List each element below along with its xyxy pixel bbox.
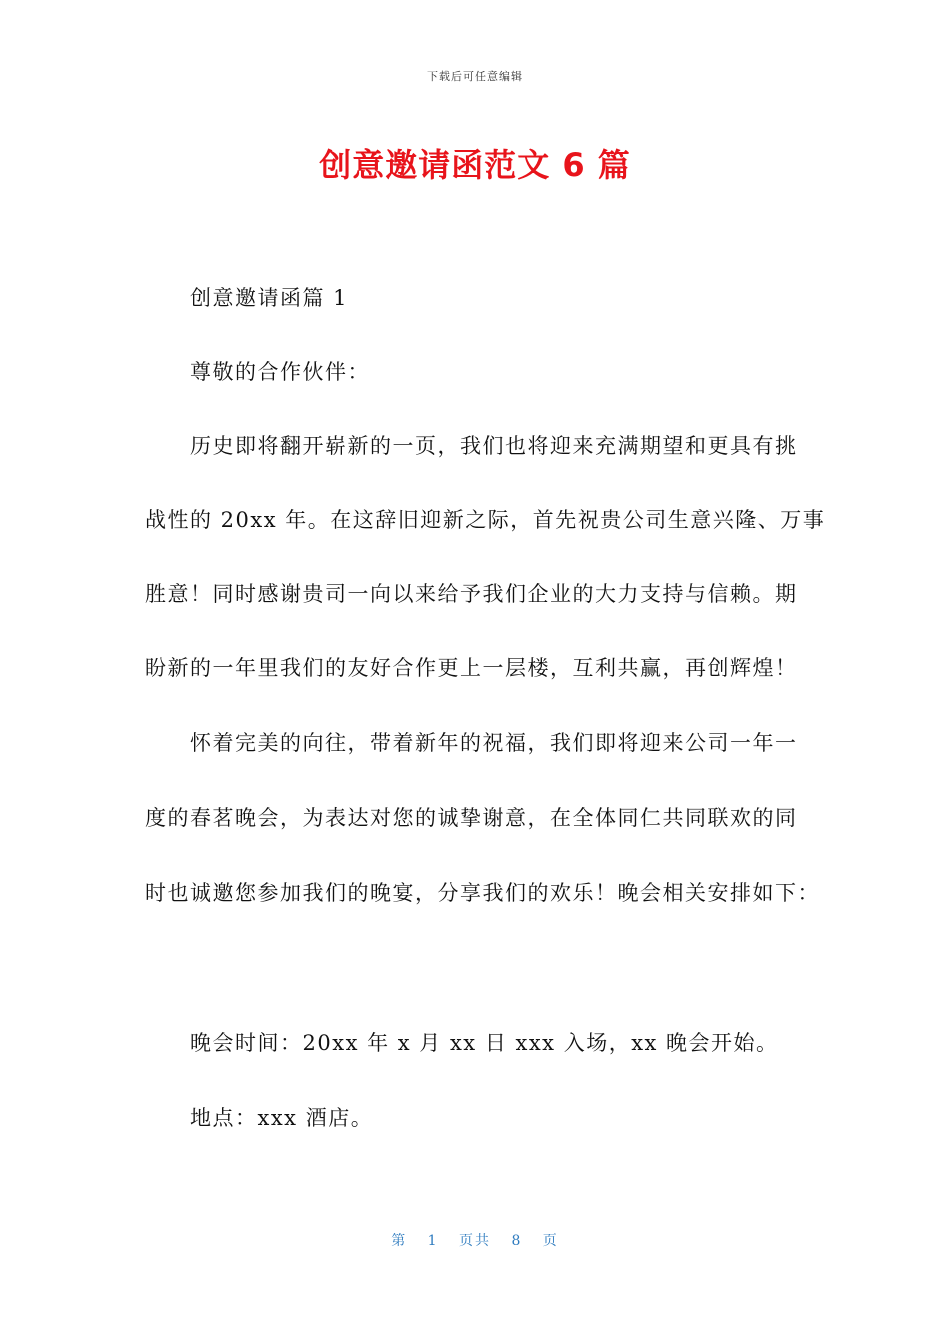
- paragraph-line: 盼新的一年里我们的友好合作更上一层楼，互利共赢，再创辉煌！: [145, 656, 798, 680]
- paragraph-line: 度的春茗晚会，为表达对您的诚挚谢意，在全体同仁共同联欢的同: [145, 806, 798, 830]
- paragraph-line: 胜意！同时感谢贵司一向以来给予我们企业的大力支持与信赖。期: [145, 582, 798, 606]
- page-number: 第 1 页共 8 页: [391, 1233, 559, 1249]
- document-title: 创意邀请函范文 6 篇: [319, 146, 631, 184]
- section-heading: 创意邀请函篇 1: [190, 286, 349, 310]
- event-time: 晚会时间：20xx 年 x 月 xx 日 xxx 入场，xx 晚会开始。: [190, 1031, 779, 1055]
- event-location: 地点：xxx 酒店。: [190, 1106, 374, 1130]
- paragraph-line: 时也诚邀您参加我们的晚宴，分享我们的欢乐！晚会相关安排如下：: [145, 881, 820, 905]
- paragraph-line: 历史即将翻开崭新的一页，我们也将迎来充满期望和更具有挑: [190, 434, 798, 458]
- salutation: 尊敬的合作伙伴：: [190, 360, 370, 384]
- header-note: 下载后可任意编辑: [427, 70, 523, 83]
- paragraph-line: 怀着完美的向往，带着新年的祝福，我们即将迎来公司一年一: [190, 731, 798, 755]
- paragraph-line: 战性的 20xx 年。在这辞旧迎新之际，首先祝贵公司生意兴隆、万事: [145, 508, 826, 532]
